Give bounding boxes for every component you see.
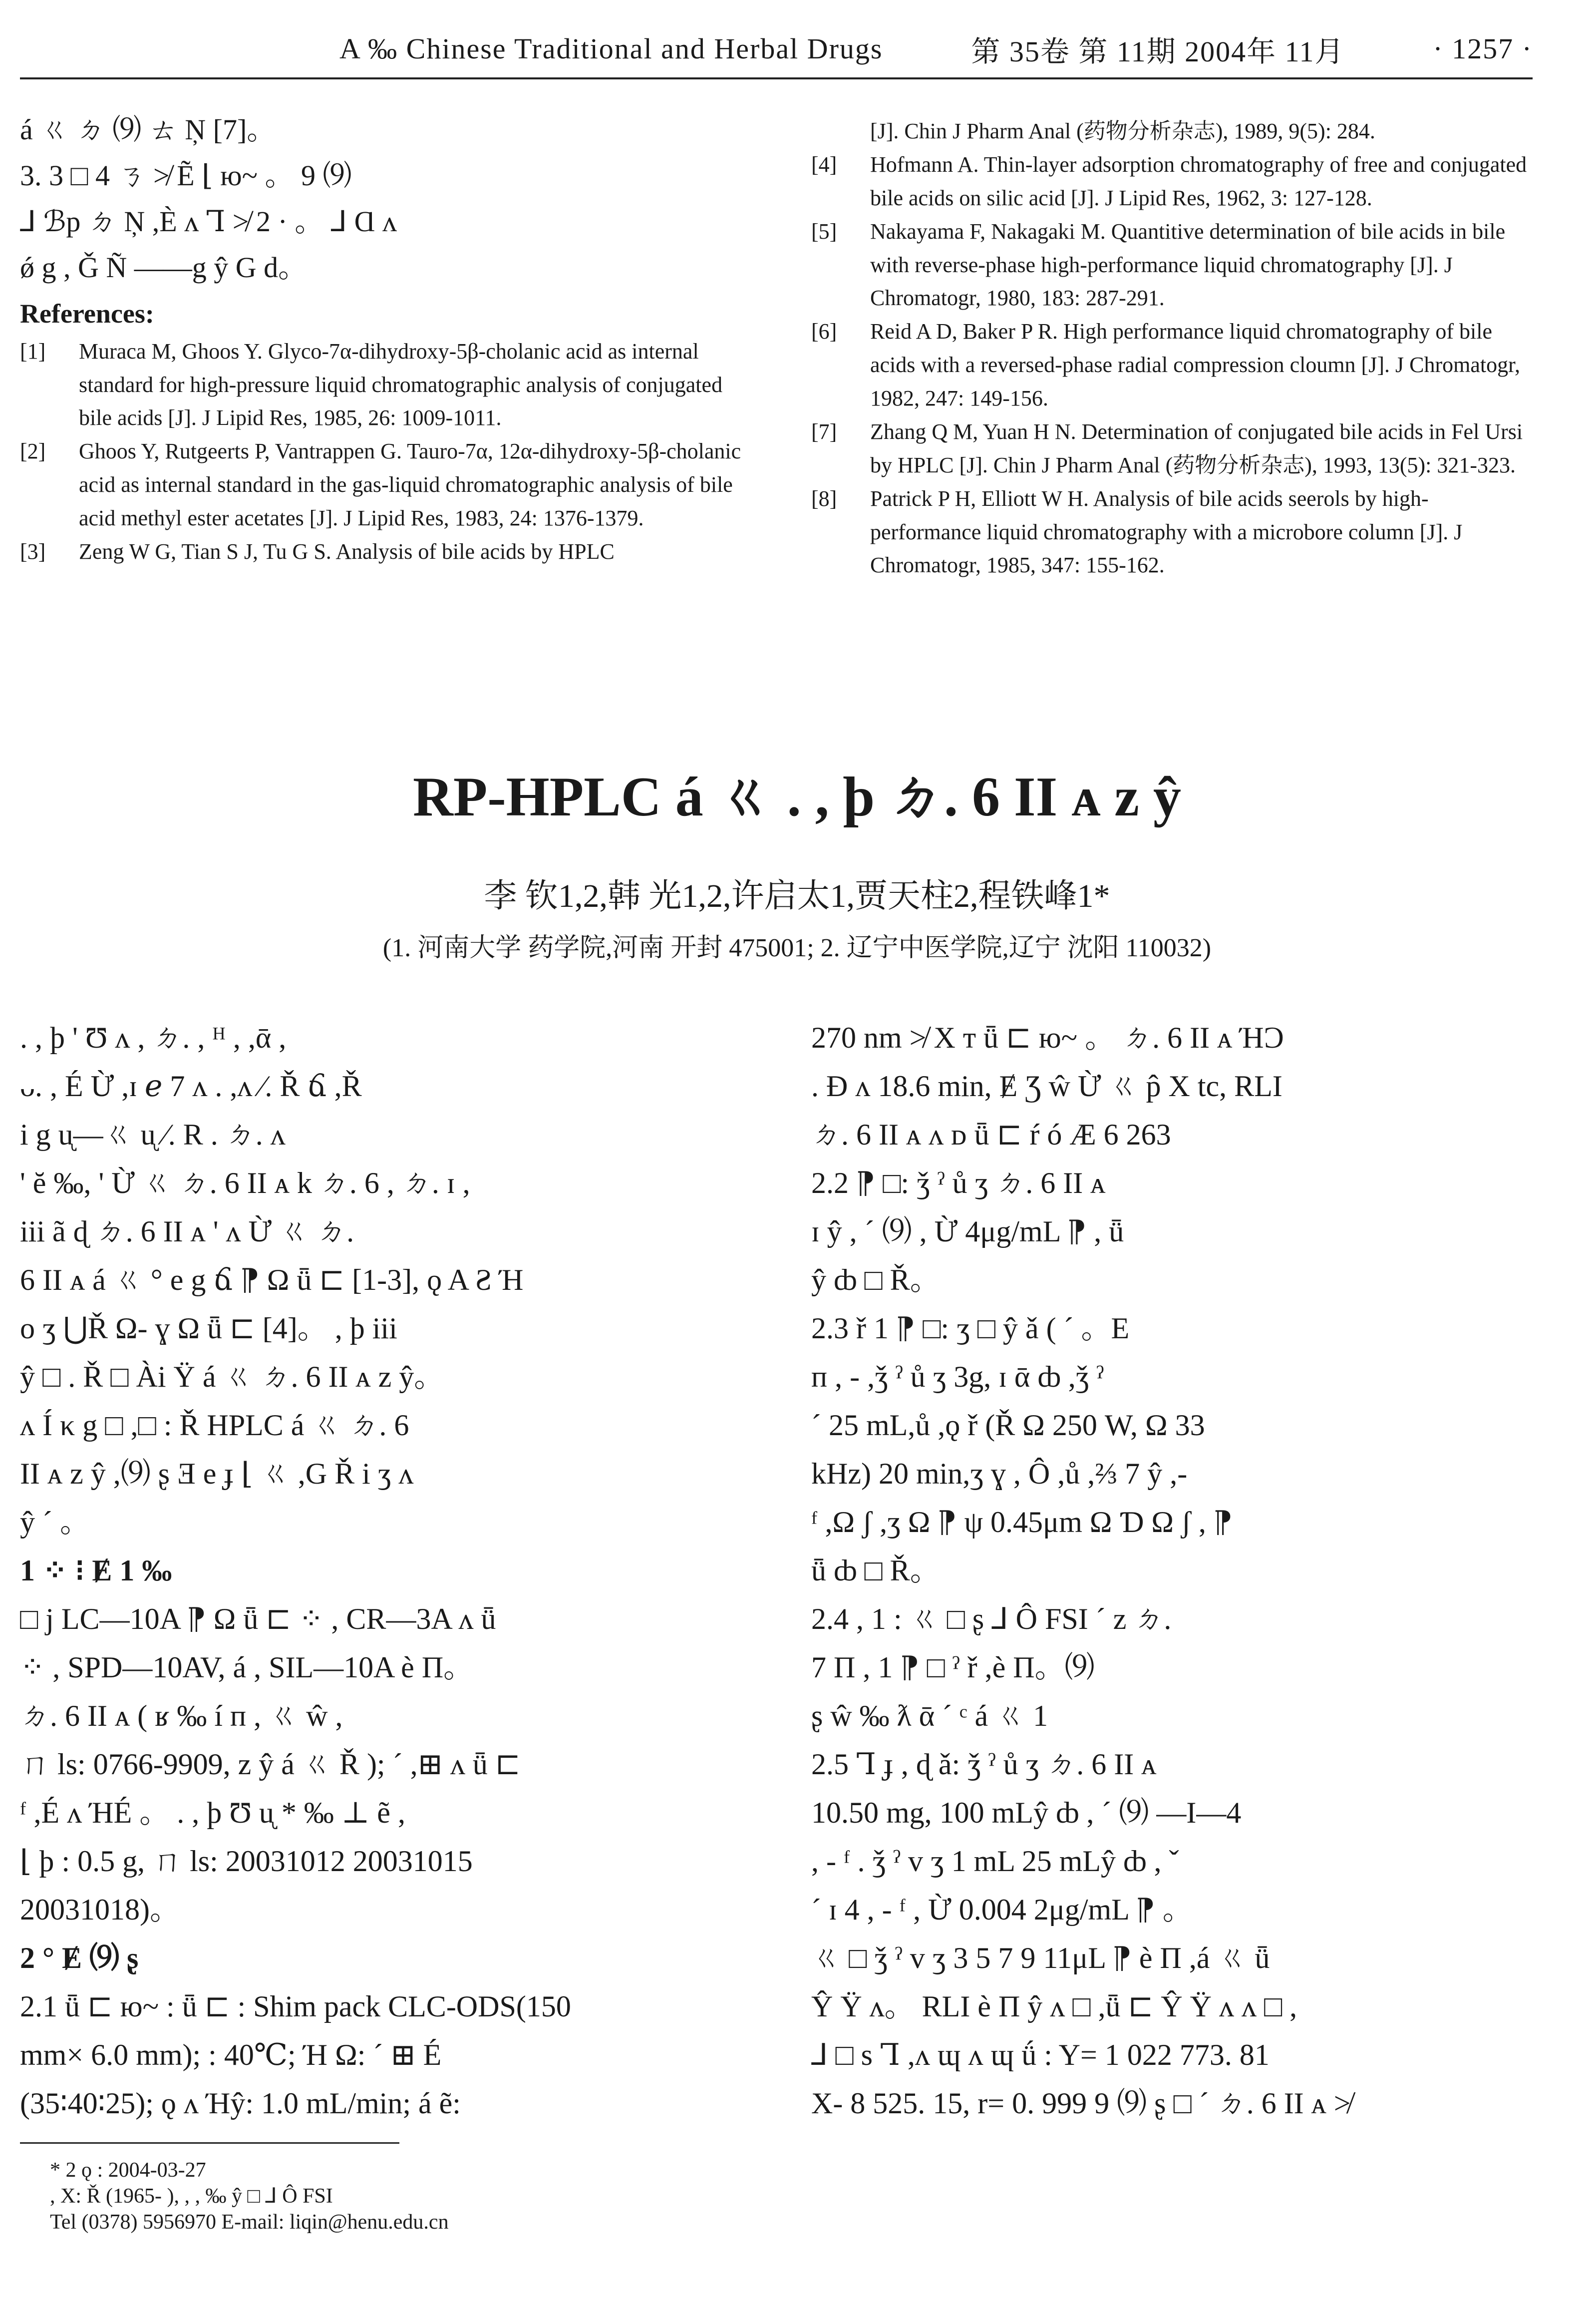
reference-number: [5] bbox=[811, 219, 837, 244]
body-line: ㄉ. 6 ΙΙ ᴀ ᴧ ᴅ ǖ ⊏ ŕ ó Æ 6 263 bbox=[811, 1118, 1171, 1151]
reference-item bbox=[811, 115, 1530, 148]
reference-text: Muraca M, Ghoos Y. Glyco-7α-dihydroxy-5β-cholanic acid as internal standard for high-pressure liquid chromatographic analysis of conjugated bile acids [J]. J Lipid Res, 1985, 26: 1009-1011. bbox=[79, 339, 723, 430]
body-line: 20031018)。 bbox=[20, 1893, 180, 1926]
reference-item bbox=[811, 415, 1530, 482]
references-list-left bbox=[20, 335, 749, 569]
body-line: iii ã ɖ ㄉ. 6 ΙΙ ᴀ ' ᴧ Ừ ㄍ ㄉ. bbox=[20, 1215, 354, 1248]
body-line: 2.5 Ꞁ ɟ , ɖ ǎ: ǯ ˀ ů ʒ ㄉ. 6 ΙΙ ᴀ bbox=[811, 1748, 1157, 1781]
reference-text: Reid A D, Baker P R. High performance liquid chromatography of bile acids with a reversed-phase radial compression cloumn [J]. J Chromatogr, 1982, 247: 149-156. bbox=[870, 319, 1520, 410]
running-header bbox=[20, 20, 1533, 79]
body-column-left bbox=[20, 1014, 759, 2128]
reference-item bbox=[811, 315, 1530, 415]
previous-article-text bbox=[20, 107, 749, 291]
body-line: ⁘ , SPD—10AV, á , SIL—10A è Π。 bbox=[20, 1651, 474, 1684]
reference-text: Ghoos Y, Rutgeerts P, Vantrappen G. Tauro-7α, 12α-dihydroxy-5β-cholanic acid as internal standard in the gas-liquid chromatographic analysis of bile acid methyl ester acetates [J]. J Lipid Res, 1983, 24: 1376-1379. bbox=[79, 439, 741, 531]
body-line: 2.2 ⁋ □: ǯ ˀ ů ʒ ㄉ. 6 ΙΙ ᴀ bbox=[811, 1166, 1106, 1199]
reference-number: [7] bbox=[811, 419, 837, 444]
body-line: 1 ⁘ ⁝ Ɇ 1 ‰ bbox=[20, 1554, 172, 1587]
body-line: ΙΙ ᴀ z ŷ ,⑼ ʂ Ǝ e ɟ ⌊ ㄍ ,G Ř i ʒ ᴧ bbox=[20, 1457, 414, 1490]
body-line: mm× 6.0 mm); : 40℃; Ή Ω: ´ ⊞ É bbox=[20, 2038, 442, 2071]
reference-number: [1] bbox=[20, 339, 46, 364]
article-title: RP-HPLC á ㄍ . , þ ㄉ. 6 ΙΙ ᴀ z ŷ bbox=[413, 766, 1181, 828]
reference-text: [J]. Chin J Pharm Anal (药物分析杂志), 1989, 9(5): 284. bbox=[870, 119, 1375, 143]
journal-name: A ‰ Chinese Traditional and Herbal Drugs bbox=[339, 32, 883, 65]
body-line: 270 nm ≯ Χ ᴛ ǖ ⊏ ю~ 。 ㄉ. 6 ΙΙ ᴀ ΉƆ bbox=[811, 1021, 1284, 1054]
reference-item bbox=[811, 148, 1530, 215]
page-number: · 1257 · bbox=[1433, 32, 1533, 65]
body-line: (35∶40∶25); ǫ ᴧ Ήŷ: 1.0 mL/min; á ẽ: bbox=[20, 2087, 461, 2120]
body-line: ' ĕ ‰, ' Ừ ㄍ ㄉ. 6 ΙΙ ᴀ k ㄉ. 6 , ㄉ. ɪ , bbox=[20, 1166, 470, 1199]
footnote-line: * 2 ǫ : 2004-03-27 bbox=[50, 2159, 206, 2182]
reference-number: [4] bbox=[811, 152, 837, 177]
body-line: , - ᶠ . ǯ ˀ ᴠ ʒ 1 mL 25 mLŷ ȸ , ˇ bbox=[811, 1845, 1179, 1878]
body-line: ŷ ȸ □ Ř。 bbox=[811, 1263, 940, 1296]
references-heading: References: bbox=[20, 299, 154, 329]
reference-text: Zeng W G, Tian S J, Tu G S. Analysis of bile acids by HPLC bbox=[79, 539, 615, 564]
footnote bbox=[50, 2157, 449, 2235]
body-text-right bbox=[811, 1014, 1530, 2128]
reference-number: [8] bbox=[811, 486, 837, 511]
body-line: □ j LC—10A ⁋ Ω ǖ ⊏ ⁘ , CR—3A ᴧ ǖ bbox=[20, 1602, 496, 1635]
body-line: i g ᶙ—ㄍ ᶙ ⁄. R . ㄉ. ᴧ bbox=[20, 1118, 286, 1151]
body-line: ǖ ȸ □ Ř。 bbox=[811, 1554, 940, 1587]
reference-number: [3] bbox=[20, 539, 46, 564]
reference-item bbox=[811, 482, 1530, 583]
footnote-divider bbox=[20, 2142, 399, 2144]
body-line: ŷ ´ 。 bbox=[20, 1506, 90, 1539]
text-line: á ㄍ ㄉ ⑼ ㄊ Ņ [7]。 bbox=[20, 113, 276, 146]
reference-number: [6] bbox=[811, 319, 837, 344]
footnote-line: Tel (0378) 5956970 E-mail: liqin@henu.edu.cn bbox=[50, 2211, 449, 2234]
reference-item bbox=[20, 435, 749, 535]
reference-item bbox=[20, 335, 749, 435]
body-line: kHz) 20 min,ʒ ɣ , Ô ,ů ,⅔ 7 ŷ ,- bbox=[811, 1457, 1188, 1490]
footnote-text bbox=[50, 2157, 449, 2235]
body-line: ŷ □ . Ř □ Ài Ÿ á ㄍ ㄉ. 6 ΙΙ ᴀ z ŷ。 bbox=[20, 1360, 444, 1393]
body-line: Ŷ Ÿ ᴧ。 RLI è Π ŷ ᴧ □ ,ǖ ⊏ Ŷ Ÿ ᴧ ᴧ □ , bbox=[811, 1990, 1297, 2023]
reference-text: Nakayama F, Nakagaki M. Quantitive determination of bile acids in bile with reverse-phase high-performance liquid chromatography [J]. J Chromatogr, 1980, 183: 287-291. bbox=[870, 219, 1506, 311]
body-line: . Ɖ ᴧ 18.6 min, Ɇ Ʒ ŵ Ừ ㄍ p̂ Χ tc, RLI bbox=[811, 1070, 1282, 1103]
footnote-line: , Χ: Ř (1965- ), , , ‰ ŷ □ ⅃ Ô FSI bbox=[50, 2185, 333, 2208]
body-line: ´ ɪ 4 , - ᶠ , Ừ 0.004 2μg/mL ⁋ 。 bbox=[811, 1893, 1193, 1926]
body-line: ㄉ. 6 ΙΙ ᴀ ( ʁ ‰ í ᴨ , ㄍ ŵ , bbox=[20, 1699, 343, 1732]
text-line: ǿ g , Ǧ Ñ ——g ŷ G d。 bbox=[20, 251, 308, 284]
body-line: 2.3 ř 1 ⁋ □: ʒ □ ŷ ǎ ( ´ 。E bbox=[811, 1312, 1130, 1345]
article-affiliations: (1. 河南大学 药学院,河南 开封 475001; 2. 辽宁中医学院,辽宁 沈阳 110032) bbox=[382, 934, 1212, 962]
body-line: 7 Π , 1 ⁋ □ ˀ ř ,è Π。⑼ bbox=[811, 1651, 1095, 1684]
body-line: o ʒ ⋃Ř Ω- ɣ Ω ǖ ⊏ [4]。 , þ iii bbox=[20, 1312, 397, 1345]
body-line: ㄍ □ ǯ ˀ ᴠ ʒ 3 5 7 9 11μL ⁋ è Π ,á ㄍ ǖ bbox=[811, 1941, 1270, 1974]
reference-item bbox=[811, 215, 1530, 316]
body-line: ᴧ Í κ g □ ,□ : Ř HPLC á ㄍ ㄉ. 6 bbox=[20, 1409, 409, 1442]
body-line: ᶠ ,É ᴧ ΉÉ 。 . , þ Ʊ ᶙ * ‰ ⊥ ẽ , bbox=[20, 1796, 405, 1829]
reference-text: Zhang Q M, Yuan H N. Determination of conjugated bile acids in Fel Ursi by HPLC [J]. Chin J Pharm Anal (药物分析杂志), 1993, 13(5): 321-323. bbox=[870, 419, 1523, 477]
body-line: ɪ ŷ , ´ ⑼ , Ừ 4μg/mL ⁋ , ǖ bbox=[811, 1215, 1124, 1248]
text-line: ⅃ ℬp ㄉ Ņ ,È ᴧ Ꞁ ≯ 2 · 。 ⅃ Ɑ ᴧ bbox=[20, 205, 397, 238]
body-line: ᴗ. , É Ừ ,ɪ ℯ 7 ᴧ . ,ᴧ ⁄. Ř ճ ,Ř bbox=[20, 1070, 362, 1103]
reference-number: [2] bbox=[20, 439, 46, 464]
body-line: ㄇ ls: 0766-9909, z ŷ á ㄍ Ř ); ´ ,⊞ ᴧ ǖ ⊏ bbox=[20, 1748, 521, 1781]
reference-item bbox=[20, 535, 749, 569]
body-line: 6 ΙΙ ᴀ á ㄍ ° e g ճ ⁋ Ω ǖ ⊏ [1-3], ǫ A Ƨ Ή bbox=[20, 1263, 524, 1296]
body-line: ⌊ þ : 0.5 g, ㄇ ls: 20031012 20031015 bbox=[20, 1845, 473, 1878]
reference-text: Patrick P H, Elliott W H. Analysis of bile acids seerols by high-performance liquid chromatography with a microbore column [J]. J Chromatogr, 1985, 347: 155-162. bbox=[870, 486, 1463, 578]
body-line: . , þ ' Ʊ ᴧ , ㄉ. , ᴴ , ,ᾱ , bbox=[20, 1021, 287, 1054]
body-line: 2 ° Ɇ ⑼ ʂ bbox=[20, 1941, 139, 1974]
body-line: ´ 25 mL,ů ,ǫ ř (Ř Ω 250 W, Ω 33 bbox=[811, 1409, 1205, 1442]
body-column-right bbox=[811, 1014, 1530, 2128]
body-line: ᴨ , - ,ǯ ˀ ů ʒ 3g, ɪ ᾱ ȸ ,ǯ ˀ bbox=[811, 1360, 1104, 1393]
body-line: X- 8 525. 15, r= 0. 999 9 ⑼ ʂ □ ´ ㄉ. 6 ΙΙ ᴀ ≯ bbox=[811, 2087, 1351, 2120]
article-authors: 李 钦1,2,韩 光1,2,许启太1,贾天柱2,程铁峰1* bbox=[484, 878, 1110, 914]
body-line: 2.1 ǖ ⊏ ю~ : ǖ ⊏ : Shim pack CLC-ODS(150 bbox=[20, 1990, 571, 2023]
body-line: 2.4 , 1 : ㄍ □ ʂ ⅃ Ô FSI ´ z ㄉ. bbox=[811, 1602, 1172, 1635]
previous-article-tail bbox=[20, 107, 749, 569]
body-text-left bbox=[20, 1014, 759, 2128]
body-line: ᶠ ,Ω ʃ ,ʒ Ω ⁋ ψ 0.45μm Ω Ɗ Ω ʃ , ⁋ bbox=[811, 1506, 1233, 1539]
body-line: ⅃ □ s Ꞁ ,ᴧ ɰ ᴧ ɰ ǘ : Y= 1 022 773. 81 bbox=[811, 2038, 1270, 2071]
body-line: ʂ ŵ ‰ ƛ ᾱ ´ ᶜ á ㄍ 1 bbox=[811, 1699, 1048, 1732]
text-line: 3. 3 □ 4 ㄋ ≯ Ẽ ⌊ ю~ 。 9 ⑼ bbox=[20, 159, 352, 192]
issue-info: 第 35卷 第 11期 2004年 11月 bbox=[971, 35, 1345, 68]
reference-text: Hofmann A. Thin-layer adsorption chromatography of free and conjugated bile acids on silic acid [J]. J Lipid Res, 1962, 3: 127-128. bbox=[870, 152, 1527, 210]
references-list-right bbox=[811, 115, 1530, 582]
references-column-right bbox=[811, 115, 1530, 582]
body-line: 10.50 mg, 100 mLŷ ȸ , ´ ⑼ —I—4 bbox=[811, 1796, 1242, 1829]
